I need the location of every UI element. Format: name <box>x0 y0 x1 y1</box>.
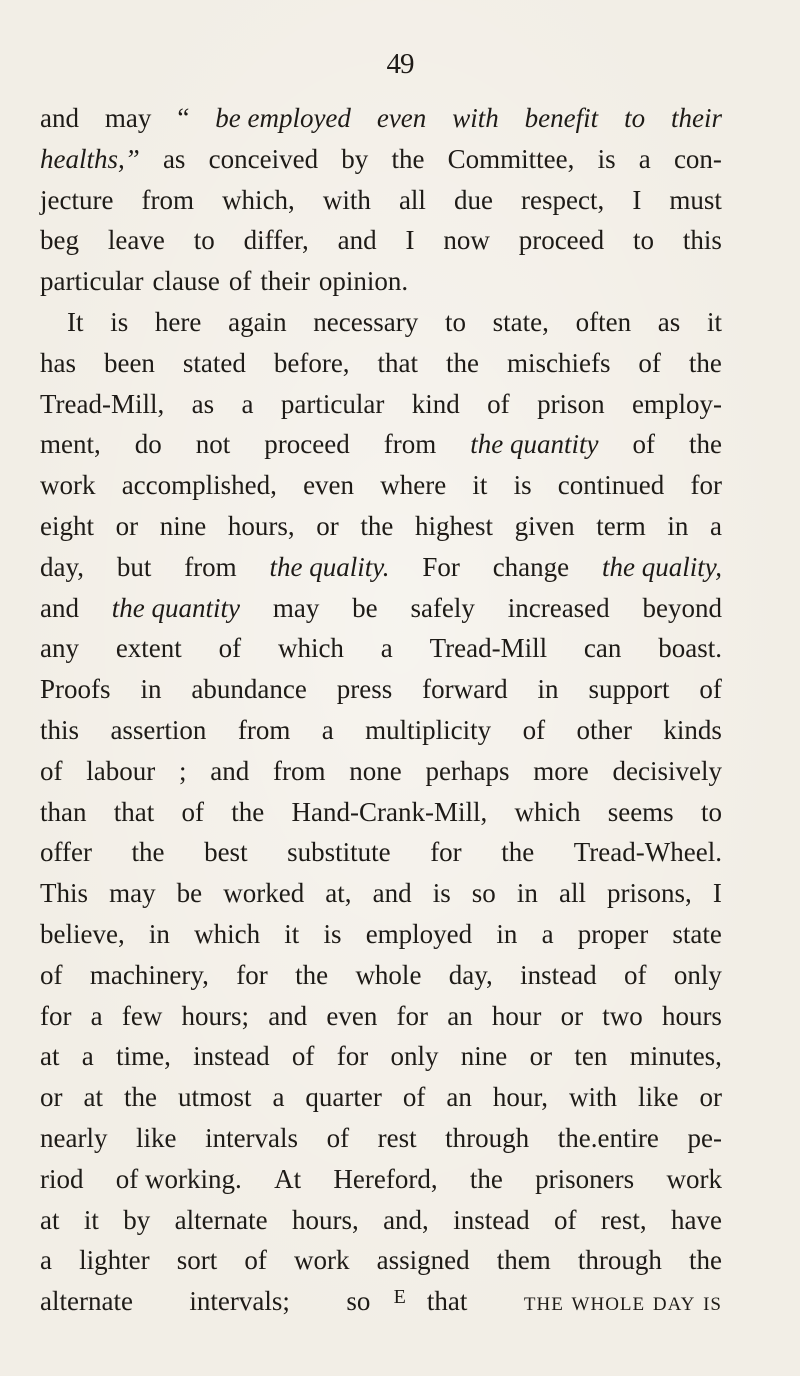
word: the.entire <box>557 1122 659 1153</box>
word: again <box>228 306 287 337</box>
word: other <box>576 714 632 745</box>
word: for <box>336 1041 369 1072</box>
word: have <box>671 1204 722 1235</box>
word: quarter <box>305 1082 382 1113</box>
word: of <box>218 633 242 664</box>
word: be <box>352 592 378 623</box>
word: to <box>700 796 722 827</box>
word: believe, <box>40 918 125 949</box>
word: that <box>113 796 155 827</box>
word: Proofs <box>40 674 111 705</box>
text-line <box>40 506 722 547</box>
word: Hereford, <box>333 1163 438 1194</box>
word: so <box>471 878 496 909</box>
word: through <box>445 1122 530 1153</box>
word: alternate <box>174 1204 268 1235</box>
word: for <box>430 837 462 868</box>
word: is <box>597 143 616 174</box>
text-line <box>40 1200 722 1241</box>
word: time, <box>116 1041 171 1072</box>
text-line <box>40 180 722 221</box>
word: a <box>710 510 722 541</box>
word: may <box>272 592 320 623</box>
word: an <box>446 1082 472 1113</box>
word: assigned <box>376 1245 470 1276</box>
word: a <box>90 1000 103 1031</box>
word: like <box>637 1082 679 1113</box>
word: can <box>583 633 622 664</box>
word: where <box>380 470 447 501</box>
word: Committee, <box>447 143 575 174</box>
word: Tread-Mill <box>429 633 548 664</box>
word: so <box>346 1286 371 1317</box>
word: leave <box>107 225 165 256</box>
text-line <box>40 792 722 833</box>
word: For <box>422 551 460 582</box>
word: the <box>131 837 165 868</box>
word: in <box>148 918 170 949</box>
word: particular <box>40 266 144 297</box>
word: ; <box>179 755 187 786</box>
word: best <box>204 837 248 868</box>
word: even <box>303 470 355 501</box>
word: for <box>40 1000 72 1031</box>
word: a <box>380 633 393 664</box>
word: in <box>667 510 689 541</box>
word: which, <box>222 184 295 215</box>
word: their <box>671 103 722 133</box>
word: here <box>154 306 202 337</box>
word: none <box>349 755 402 786</box>
word: them <box>496 1245 551 1276</box>
word: the <box>360 510 394 541</box>
word: of <box>402 1082 426 1113</box>
word: alternate <box>40 1286 133 1317</box>
word: often <box>575 306 632 337</box>
word: the <box>123 1082 157 1113</box>
word: of <box>291 1041 315 1072</box>
word: of <box>487 388 510 419</box>
word: hours, <box>291 1204 359 1235</box>
word: even <box>326 1000 378 1031</box>
word: employ- <box>631 388 722 419</box>
word: forward <box>422 674 508 705</box>
word: the <box>446 347 479 378</box>
word: the <box>391 143 425 174</box>
text-line <box>40 588 722 629</box>
word: and <box>337 225 377 256</box>
word: a <box>321 714 334 745</box>
word: Tread-Wheel. <box>573 837 722 868</box>
text-line <box>40 1118 722 1159</box>
word: of <box>228 266 252 297</box>
word: a <box>638 143 651 174</box>
word: work <box>293 1245 350 1276</box>
word: to <box>444 306 466 337</box>
word: a <box>81 1041 94 1072</box>
word: the <box>688 347 722 378</box>
word: only <box>673 959 722 990</box>
word: must <box>669 184 722 215</box>
word: This <box>40 878 89 909</box>
word: opinion. <box>318 266 409 297</box>
word: is <box>110 306 129 337</box>
word: it <box>83 1204 99 1235</box>
word: any <box>40 633 79 664</box>
text-line <box>40 547 722 588</box>
word: offer <box>40 837 92 868</box>
word: prisons, <box>607 878 692 909</box>
word: two <box>602 1000 643 1031</box>
word: particular <box>280 388 385 419</box>
word: not <box>195 429 231 460</box>
word: this <box>40 714 80 745</box>
word: do <box>134 429 162 460</box>
word: than <box>40 796 87 827</box>
word: to <box>193 225 215 256</box>
word: differ, <box>243 225 309 256</box>
word: beg <box>40 225 79 256</box>
word: which <box>514 796 581 827</box>
word: but <box>116 551 152 582</box>
word: boast. <box>658 633 722 664</box>
word: only <box>390 1041 439 1072</box>
word: safely <box>410 592 475 623</box>
word: from <box>141 184 194 215</box>
word: ment, <box>40 429 101 460</box>
word: “ <box>177 103 190 133</box>
word: lighter <box>79 1245 150 1276</box>
word: respect, <box>521 184 605 215</box>
text-line <box>40 873 722 914</box>
word: may <box>104 103 152 133</box>
word: of <box>244 1245 267 1276</box>
word: of <box>632 429 655 460</box>
word: it <box>706 306 722 337</box>
page-number: 49 <box>386 48 414 80</box>
text-line <box>40 914 722 955</box>
word: day, <box>40 551 84 582</box>
word: or <box>560 1000 584 1031</box>
word: the quantity <box>111 592 241 623</box>
word: to <box>633 225 655 256</box>
word: with <box>322 184 371 215</box>
word: of <box>638 347 661 378</box>
word: and <box>210 755 250 786</box>
word: is <box>432 878 451 909</box>
word: for <box>236 959 268 990</box>
word: as <box>657 306 681 337</box>
word: now <box>443 225 490 256</box>
word: a <box>40 1245 52 1276</box>
word: pe- <box>687 1122 722 1153</box>
word: from <box>273 755 326 786</box>
word: by <box>123 1204 151 1235</box>
word: may <box>109 878 156 909</box>
word: and <box>372 878 412 909</box>
word: in <box>537 674 559 705</box>
word: and <box>268 1000 308 1031</box>
word: of <box>699 674 722 705</box>
word: all <box>558 878 586 909</box>
word: like <box>136 1122 177 1153</box>
word: hours, <box>227 510 295 541</box>
word: riod <box>40 1163 84 1194</box>
word: of <box>326 1122 350 1153</box>
text-line <box>40 220 722 261</box>
word: hours <box>661 1000 722 1031</box>
word: the quality. <box>269 551 390 582</box>
word: prisoners <box>535 1163 635 1194</box>
word: Tread-Mill, <box>40 388 165 419</box>
word: with <box>568 1082 617 1113</box>
word: be <box>176 878 203 909</box>
word: which <box>194 918 261 949</box>
word: jecture <box>40 184 114 215</box>
word: eight <box>40 510 94 541</box>
word: or <box>529 1041 553 1072</box>
word: conceived <box>208 143 319 174</box>
word: at, <box>325 878 352 909</box>
word: all <box>398 184 426 215</box>
word: work <box>666 1163 722 1194</box>
word: the whole day is <box>523 1286 722 1317</box>
word: multiplicity <box>365 714 492 745</box>
word: the <box>688 1245 722 1276</box>
word: healths,” <box>40 143 140 174</box>
word: proceed <box>518 225 605 256</box>
word: assertion <box>110 714 207 745</box>
word: in <box>140 674 162 705</box>
word: more <box>533 755 589 786</box>
word: the quality, <box>602 551 722 582</box>
word: I <box>712 878 722 909</box>
word: in <box>516 878 538 909</box>
word: of <box>40 959 63 990</box>
word: for <box>396 1000 429 1031</box>
word: proper <box>577 918 649 949</box>
word: and, <box>383 1204 429 1235</box>
word: state <box>672 918 722 949</box>
word: It <box>67 306 84 337</box>
text-line <box>40 832 722 873</box>
word: rest <box>377 1122 417 1153</box>
word: at <box>40 1041 60 1072</box>
text-line <box>40 710 722 751</box>
text-line <box>40 669 722 710</box>
word: few <box>121 1000 163 1031</box>
word: intervals; <box>189 1286 290 1317</box>
word: nearly <box>40 1122 108 1153</box>
word: At <box>274 1163 302 1194</box>
word: accomplished, <box>121 470 277 501</box>
word: proceed <box>264 429 350 460</box>
word: from <box>184 551 237 582</box>
word: Hand-Crank-Mill, <box>291 796 488 827</box>
word: increased <box>507 592 610 623</box>
word: instead <box>520 959 597 990</box>
word: at <box>40 1204 60 1235</box>
word: that <box>377 347 419 378</box>
word: by <box>341 143 369 174</box>
word: kinds <box>663 714 722 745</box>
word: a <box>272 1082 285 1113</box>
word: benefit <box>524 103 599 133</box>
word: employed <box>365 918 473 949</box>
word: substitute <box>287 837 391 868</box>
word: nine <box>460 1041 508 1072</box>
word: before, <box>273 347 350 378</box>
word: utmost <box>177 1082 252 1113</box>
text-line <box>40 1240 722 1281</box>
text-line <box>40 628 722 669</box>
word: a <box>241 388 254 419</box>
word: con- <box>673 143 722 174</box>
word: as <box>191 388 215 419</box>
word: the <box>469 1163 503 1194</box>
word: or <box>699 1082 722 1113</box>
text-line <box>40 955 722 996</box>
word: an <box>447 1000 473 1031</box>
word: term <box>596 510 646 541</box>
text-line <box>40 996 722 1037</box>
word: the <box>688 429 722 460</box>
word: instead <box>193 1041 270 1072</box>
word: the <box>501 837 535 868</box>
word: is <box>513 470 532 501</box>
word: be employed <box>215 103 351 133</box>
word: machinery, <box>89 959 209 990</box>
word: press <box>336 674 393 705</box>
word: worked <box>223 878 305 909</box>
word: with <box>452 103 499 133</box>
word: I <box>632 184 642 215</box>
word: even <box>376 103 427 133</box>
word: abundance <box>191 674 307 705</box>
word: change <box>492 551 570 582</box>
text-line <box>40 343 722 384</box>
word: clause <box>152 266 220 297</box>
word: from <box>237 714 291 745</box>
word: has <box>40 347 76 378</box>
word: of working. <box>115 1163 242 1194</box>
word: of <box>554 1204 577 1235</box>
signature-mark: E <box>393 1286 407 1308</box>
word: or <box>115 510 139 541</box>
word: hour, <box>492 1082 548 1113</box>
word: of <box>40 755 63 786</box>
text-line <box>40 98 722 139</box>
word: at <box>83 1082 103 1113</box>
word: and <box>40 592 79 623</box>
word: state, <box>492 306 549 337</box>
text-line <box>40 465 722 506</box>
word: day, <box>448 959 493 990</box>
word: of <box>522 714 546 745</box>
text-line <box>40 424 722 465</box>
word: that <box>426 1286 468 1317</box>
word: hour <box>491 1000 542 1031</box>
word: decisively <box>612 755 722 786</box>
word: this <box>682 225 722 256</box>
text-line <box>40 1077 722 1118</box>
word: mischiefs <box>506 347 611 378</box>
word: nine <box>159 510 207 541</box>
word: the quantity <box>470 429 599 460</box>
word: intervals <box>205 1122 299 1153</box>
word: highest <box>415 510 493 541</box>
word: I <box>405 225 415 256</box>
word: of <box>181 796 204 827</box>
word: due <box>454 184 493 215</box>
word: beyond <box>642 592 722 623</box>
text-line <box>40 261 722 302</box>
word: as <box>162 143 186 174</box>
body-text <box>40 98 722 1322</box>
word: the <box>231 796 265 827</box>
word: given <box>514 510 575 541</box>
word: instead <box>453 1204 530 1235</box>
word: or <box>316 510 339 541</box>
word: kind <box>411 388 460 419</box>
word: through <box>577 1245 662 1276</box>
word: it <box>472 470 488 501</box>
word: a <box>541 918 554 949</box>
word: or <box>40 1082 63 1113</box>
word: hours; <box>181 1000 250 1031</box>
word: for <box>690 470 722 501</box>
word: stated <box>182 347 246 378</box>
word: of <box>624 959 647 990</box>
text-line <box>40 384 722 425</box>
word: whole <box>355 959 422 990</box>
word: in <box>496 918 518 949</box>
word: is <box>323 918 342 949</box>
word: sort <box>176 1245 218 1276</box>
word: from <box>383 429 437 460</box>
word: their <box>260 266 310 297</box>
word: been <box>103 347 155 378</box>
word: to <box>624 103 646 133</box>
word: ten <box>574 1041 608 1072</box>
word: the <box>295 959 329 990</box>
word: it <box>284 918 300 949</box>
word: which <box>277 633 344 664</box>
text-line <box>40 302 722 343</box>
word: necessary <box>313 306 419 337</box>
word: perhaps <box>425 755 510 786</box>
word: extent <box>115 633 182 664</box>
word: support <box>588 674 670 705</box>
word: minutes, <box>629 1041 722 1072</box>
word: work <box>40 470 96 501</box>
text-line <box>40 751 722 792</box>
text-line <box>40 139 722 180</box>
word: and <box>40 103 79 133</box>
text-line <box>40 1159 722 1200</box>
word: continued <box>557 470 665 501</box>
text-line <box>40 1036 722 1077</box>
word: rest, <box>600 1204 647 1235</box>
word: labour <box>86 755 156 786</box>
word: prison <box>537 388 605 419</box>
word: seems <box>607 796 674 827</box>
